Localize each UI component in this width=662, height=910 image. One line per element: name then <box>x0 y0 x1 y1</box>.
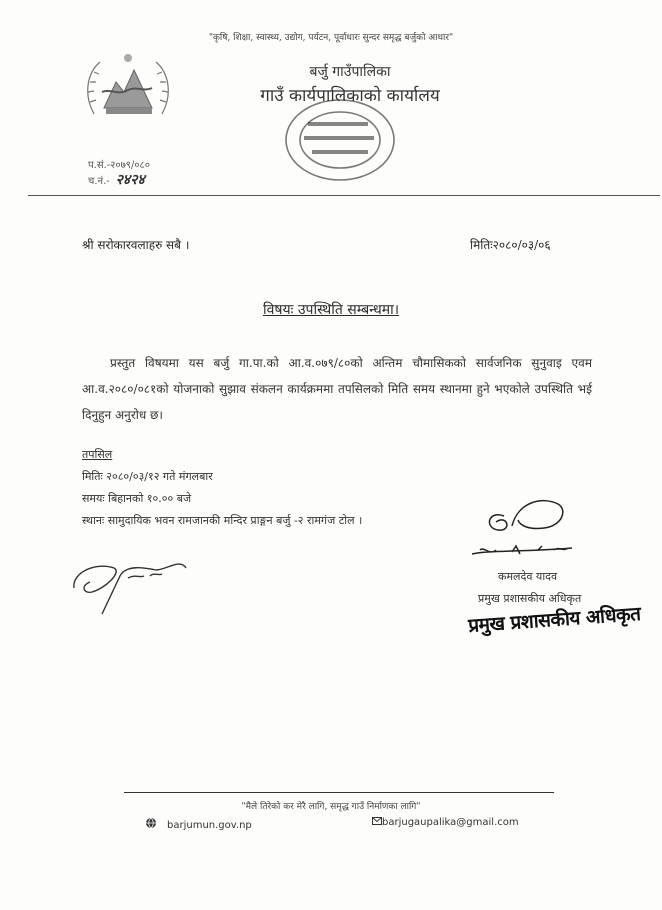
email-link[interactable]: barjugaupalika@gmail.com <box>382 817 519 828</box>
letter-date: मितिः२०८०/०३/०६ <box>470 238 551 252</box>
footer-email[interactable] <box>372 817 519 828</box>
header-motto: "कृषि, शिक्षा, स्वास्थ्य, उद्योग, पर्यटन, पूर्वाधारः सुन्दर समृद्ध बर्जुको आधार" <box>208 33 454 43</box>
handwritten-signature-icon <box>66 548 206 618</box>
municipality-name: बर्जु गाउँपालिका <box>309 64 391 80</box>
header-divider <box>28 195 660 196</box>
signatory-name: कमलदेव यादव <box>498 570 558 583</box>
nepal-emblem-icon <box>80 48 176 128</box>
footer-website[interactable] <box>145 817 252 831</box>
dispatch-number-value: २४२४ <box>115 172 145 188</box>
globe-icon <box>145 817 157 829</box>
schedule <box>82 444 362 532</box>
office-name: गाउँ कार्यपालिकाको कार्यालय <box>260 86 440 106</box>
footer-divider <box>124 792 554 793</box>
schedule-place: स्थानः सामुदायिक भवन रामजानकी मन्दिर प्राङ्गन बर्जु -२ रामगंज टोल । <box>82 514 363 527</box>
signatory-title: प्रमुख प्रशासकीय अधिकृत <box>478 592 582 605</box>
designation-stamp: प्रमुख प्रशासकीय अधिकृत <box>467 603 642 637</box>
recipient: श्री सरोकारवलाहरु सबै । <box>82 238 190 252</box>
signatory-block <box>478 566 581 610</box>
website-link[interactable]: barjumun.gov.np <box>167 820 252 831</box>
reference-numbers <box>88 158 150 189</box>
office-seal-stamp-icon <box>278 92 418 188</box>
signatory-signature-icon <box>468 496 588 566</box>
dispatch-number: च.नं.- २४२४ <box>88 172 145 188</box>
footer-motto: "मैले तिरेको कर मेरै लागि, समृद्ध गाउँ निर्माणका लागि" <box>241 802 421 812</box>
schedule-date: मितिः २०८०/०३/१२ गते मंगलबार <box>82 470 213 483</box>
letter-subject: विषयः उपस्थिति सम्बन्धमा। <box>262 302 400 318</box>
letter-body: प्रस्तुत विषयमा यस बर्जु गा.पा.को आ.व.०७९/८०को अन्तिम चौमासिकको सार्वजनिक सुनुवाइ एवम आ.व.२०८०/०८१को योजनाको सुझाव संकलन कार्यक्रममा तपसिलको मिति समय स्थानमा हुने भएकोले उपस्थिति भई दिनुहुन अनुरोध छ। <box>82 356 592 422</box>
envelope-icon <box>372 817 382 825</box>
letter-reference-number: प.सं.-२०७९/०८० <box>88 160 150 171</box>
schedule-time: समयः बिहानको १०.०० बजे <box>82 492 192 505</box>
schedule-heading: तपसिल <box>82 448 113 461</box>
